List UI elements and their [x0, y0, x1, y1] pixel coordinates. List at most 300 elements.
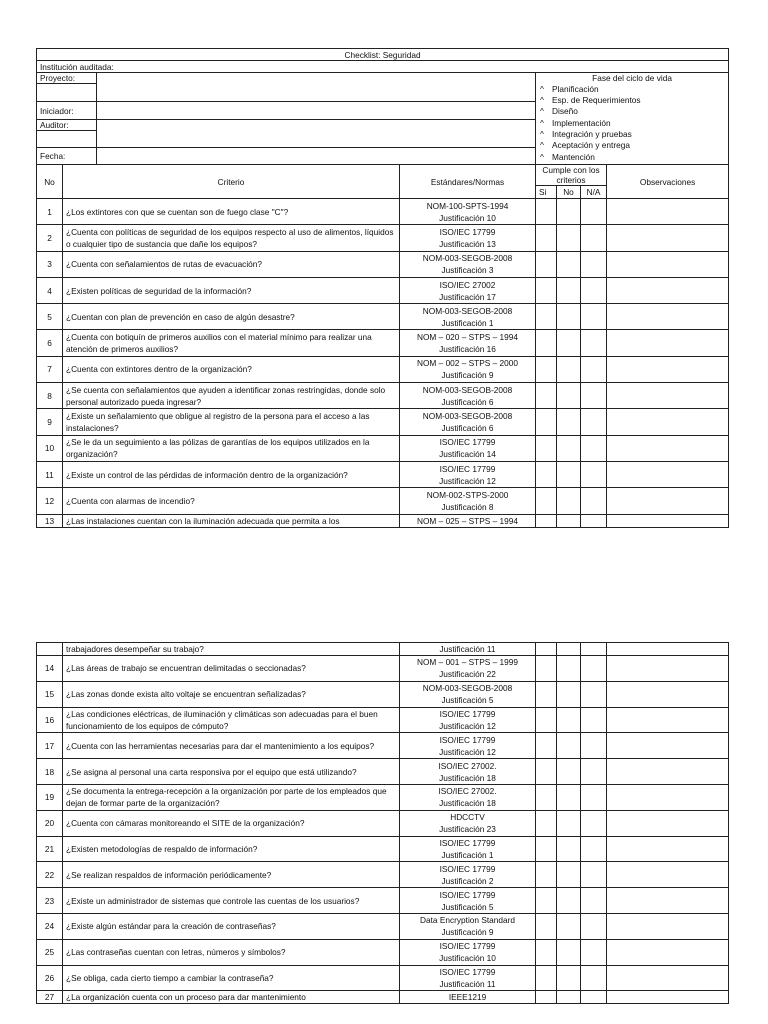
standard-justification: Justificación 23	[439, 824, 496, 835]
standard-justification: Justificación 12	[439, 720, 496, 731]
cell-observaciones	[607, 784, 729, 810]
cell-na	[581, 733, 607, 759]
standard-name: Data Encryption Standard	[419, 915, 515, 926]
row-criterio: ¿Los extintores con que se cuentan son de fuego clase "C"?	[63, 199, 400, 225]
row-standard	[400, 707, 536, 733]
row-criterio: ¿Las instalaciones cuentan con la iluminación adecuada que permita a los	[63, 514, 400, 527]
cell-observaciones	[607, 991, 729, 1004]
row-standard	[400, 862, 536, 888]
row-criterio: ¿Cuenta con señalamientos de rutas de evacuación?	[63, 251, 400, 277]
row-standard	[400, 913, 536, 939]
cell-si	[536, 488, 557, 514]
cell-si	[536, 251, 557, 277]
iniciador-field	[97, 102, 536, 120]
table-row	[37, 888, 729, 914]
header-criterio: Criterio	[63, 165, 400, 199]
standard-justification: Justificación 12	[439, 746, 496, 757]
standard-name: NOM-003-SEGOB-2008	[422, 384, 513, 395]
cell-no	[557, 251, 581, 277]
table-row	[37, 733, 729, 759]
row-number: 11	[37, 461, 63, 487]
standard-name: ISO/IEC 27002.	[438, 760, 497, 771]
cell-si	[536, 991, 557, 1004]
cell-si	[536, 225, 557, 251]
standard-justification: Justificación 9	[441, 927, 494, 938]
row-standard	[400, 356, 536, 382]
row-criterio: ¿Se obliga, cada cierto tiempo a cambiar la contraseña?	[63, 965, 400, 991]
row-standard	[400, 656, 536, 682]
row-standard	[400, 251, 536, 277]
standard-name: ISO/IEC 17799	[439, 966, 496, 977]
cell-si	[536, 836, 557, 862]
cell-observaciones	[607, 488, 729, 514]
proyecto-field	[97, 73, 536, 102]
standard-name: HDCCTV	[450, 812, 485, 823]
standard-justification: Justificación 10	[439, 212, 496, 223]
header-no: No	[37, 165, 63, 199]
cell-na	[581, 409, 607, 435]
cell-observaciones	[607, 913, 729, 939]
table-row	[37, 707, 729, 733]
cell-no	[557, 277, 581, 303]
cell-na	[581, 383, 607, 409]
auditor-field	[97, 120, 536, 148]
row-standard	[400, 225, 536, 251]
cell-no	[557, 656, 581, 682]
cell-observaciones	[607, 330, 729, 356]
row-criterio: ¿Cuenta con las herramientas necesarias para dar el mantenimiento a los equipos?	[63, 733, 400, 759]
cell-na	[581, 862, 607, 888]
standard-name: ISO/IEC 17799	[439, 734, 496, 745]
bullet-icon: ^	[540, 94, 544, 105]
row-criterio: ¿Cuenta con botiquín de primeros auxilios con el material mínimo para realizar una atención de primeros auxilios?	[63, 330, 400, 356]
cell-observaciones	[607, 862, 729, 888]
fase-item: ^ Planificación	[540, 83, 599, 94]
row-number: 14	[37, 656, 63, 682]
cell-observaciones	[607, 733, 729, 759]
auditor-label: Auditor:	[37, 120, 97, 131]
row-number: 12	[37, 488, 63, 514]
row-criterio: ¿Existe algún estándar para la creación de contraseñas?	[63, 913, 400, 939]
row-number: 9	[37, 409, 63, 435]
table-row	[37, 656, 729, 682]
cell-no	[557, 913, 581, 939]
header-cumple: Cumple con los criterios	[536, 165, 607, 186]
row-number: 27	[37, 991, 63, 1004]
row-criterio: ¿Cuenta con alarmas de incendio?	[63, 488, 400, 514]
standard-name: NOM-003-SEGOB-2008	[422, 683, 513, 694]
standard-name: ISO/IEC 27002.	[438, 786, 497, 797]
standard-name: NOM-003-SEGOB-2008	[422, 411, 513, 422]
cell-no	[557, 862, 581, 888]
row-number: 18	[37, 759, 63, 785]
row-criterio: ¿Las áreas de trabajo se encuentran delimitadas o seccionadas?	[63, 656, 400, 682]
standard-justification: Justificación 1	[441, 317, 494, 328]
standard-name: ISO/IEC 17799	[439, 941, 496, 952]
cell-si	[536, 733, 557, 759]
cell-na	[581, 913, 607, 939]
cell-na	[581, 939, 607, 965]
cell-na	[581, 461, 607, 487]
row-standard: NOM – 025 – STPS – 1994	[400, 514, 536, 527]
cell-si	[536, 939, 557, 965]
table-row	[37, 913, 729, 939]
standard-justification: Justificación 13	[439, 238, 496, 249]
header-estandares: Estándares/Normas	[400, 165, 536, 199]
table-row	[37, 810, 729, 836]
table-row	[37, 488, 729, 514]
cell-observaciones	[607, 965, 729, 991]
row-criterio: ¿Se le da un seguimiento a las pólizas de garantías de los equipos utilizados en la organización?	[63, 435, 400, 461]
row-number: 23	[37, 888, 63, 914]
cell-no	[557, 643, 581, 656]
institucion-label: Institución auditada:	[37, 61, 729, 73]
table-row	[37, 784, 729, 810]
row-number: 2	[37, 225, 63, 251]
table-row	[37, 836, 729, 862]
cell-na	[581, 656, 607, 682]
row-criterio: ¿Existen políticas de seguridad de la información?	[63, 277, 400, 303]
row-number: 13	[37, 514, 63, 527]
row-criterio: ¿Cuenta con políticas de seguridad de los equipos respecto al uso de alimentos, líquidos o cualquier tipo de sustancia que dañe los equipos?	[63, 225, 400, 251]
cell-observaciones	[607, 939, 729, 965]
row-number: 1	[37, 199, 63, 225]
table-row	[37, 409, 729, 435]
bullet-icon: ^	[540, 83, 544, 94]
standard-name: NOM-003-SEGOB-2008	[422, 305, 513, 316]
header-observaciones: Observaciones	[607, 165, 729, 199]
cell-na	[581, 784, 607, 810]
bullet-icon: ^	[540, 106, 544, 117]
cell-no	[557, 939, 581, 965]
table-row	[37, 251, 729, 277]
cell-no	[557, 836, 581, 862]
row-number: 3	[37, 251, 63, 277]
table-row	[37, 356, 729, 382]
cell-observaciones	[607, 383, 729, 409]
row-standard	[400, 836, 536, 862]
row-standard	[400, 461, 536, 487]
row-criterio: ¿Cuentan con plan de prevención en caso de algún desastre?	[63, 304, 400, 330]
standard-justification: Justificación 8	[441, 501, 494, 512]
cell-no	[557, 225, 581, 251]
proyecto-label-spacer	[37, 84, 97, 102]
cell-si	[536, 409, 557, 435]
standard-name: ISO/IEC 17799	[439, 837, 496, 848]
cell-na	[581, 304, 607, 330]
row-standard: Justificación 11	[400, 643, 536, 656]
standard-justification: Justificación 6	[441, 396, 494, 407]
table-row	[37, 759, 729, 785]
row-criterio: trabajadores desempeñar su trabajo?	[63, 643, 400, 656]
checklist-page-2	[36, 642, 728, 1004]
row-criterio: ¿Existe un control de las pérdidas de información dentro de la organización?	[63, 461, 400, 487]
cell-observaciones	[607, 759, 729, 785]
cell-observaciones	[607, 681, 729, 707]
row-standard	[400, 304, 536, 330]
cell-si	[536, 810, 557, 836]
cell-si	[536, 461, 557, 487]
row-number	[37, 643, 63, 656]
cell-observaciones	[607, 656, 729, 682]
cell-na	[581, 810, 607, 836]
standard-justification: Justificación 11	[439, 978, 496, 989]
row-standard	[400, 759, 536, 785]
standard-name: NOM – 002 – STPS – 2000	[416, 358, 518, 369]
row-criterio: ¿Las contraseñas cuentan con letras, números y símbolos?	[63, 939, 400, 965]
row-standard	[400, 784, 536, 810]
standard-name: ISO/IEC 17799	[439, 463, 496, 474]
row-criterio: ¿Existen metodologías de respaldo de información?	[63, 836, 400, 862]
cell-si	[536, 888, 557, 914]
checklist-table-1	[36, 48, 729, 528]
row-standard	[400, 488, 536, 514]
cell-no	[557, 810, 581, 836]
row-standard	[400, 965, 536, 991]
cell-na	[581, 277, 607, 303]
cell-si	[536, 330, 557, 356]
cell-no	[557, 199, 581, 225]
fase-item: ^ Implementación	[540, 117, 611, 128]
row-number: 25	[37, 939, 63, 965]
cell-na	[581, 643, 607, 656]
row-number: 24	[37, 913, 63, 939]
row-number: 21	[37, 836, 63, 862]
cell-observaciones	[607, 277, 729, 303]
row-criterio: ¿Se asigna al personal una carta responsiva por el equipo que está utilizando?	[63, 759, 400, 785]
cell-observaciones	[607, 251, 729, 277]
standard-justification: Justificación 18	[439, 798, 496, 809]
standard-name: ISO/IEC 17799	[439, 437, 496, 448]
fecha-label: Fecha:	[37, 148, 97, 165]
fase-item: ^ Diseño	[540, 106, 578, 117]
standard-justification: Justificación 1	[441, 849, 494, 860]
checklist-table-2	[36, 642, 729, 1004]
row-criterio: ¿Cuenta con extintores dentro de la organización?	[63, 356, 400, 382]
row-standard	[400, 435, 536, 461]
cell-si	[536, 435, 557, 461]
standard-justification: Justificación 3	[441, 265, 494, 276]
cell-si	[536, 862, 557, 888]
cell-no	[557, 733, 581, 759]
table-row	[37, 965, 729, 991]
cell-observaciones	[607, 514, 729, 527]
row-standard	[400, 810, 536, 836]
row-standard	[400, 409, 536, 435]
table-row	[37, 225, 729, 251]
standard-name: NOM-002-STPS-2000	[426, 489, 509, 500]
fase-item: ^ Esp. de Requerimientos	[540, 94, 641, 105]
row-criterio: ¿Existe un administrador de sistemas que controle las cuentas de los usuarios?	[63, 888, 400, 914]
cell-no	[557, 514, 581, 527]
standard-name: ISO/IEC 17799	[439, 708, 496, 719]
standard-name: ISO/IEC 17799	[439, 226, 496, 237]
header-no-cumple: No	[557, 186, 581, 199]
standard-justification: Justificación 9	[441, 370, 494, 381]
standard-name: NOM-100-SPTS-1994	[426, 200, 509, 211]
fecha-field	[97, 148, 536, 165]
standard-justification: Justificación 6	[441, 423, 494, 434]
cell-na	[581, 681, 607, 707]
row-number: 20	[37, 810, 63, 836]
cell-observaciones	[607, 836, 729, 862]
row-standard	[400, 199, 536, 225]
standard-justification: Justificación 12	[439, 475, 496, 486]
cell-no	[557, 409, 581, 435]
cell-no	[557, 784, 581, 810]
cell-no	[557, 330, 581, 356]
cell-no	[557, 356, 581, 382]
table-row	[37, 435, 729, 461]
cell-si	[536, 656, 557, 682]
row-number: 16	[37, 707, 63, 733]
row-number: 8	[37, 383, 63, 409]
cell-no	[557, 965, 581, 991]
cell-no	[557, 991, 581, 1004]
table-row	[37, 681, 729, 707]
standard-name: NOM – 020 – STPS – 1994	[416, 332, 518, 343]
cell-no	[557, 435, 581, 461]
row-criterio: ¿Las condiciones eléctricas, de iluminación y climáticas son adecuadas para el buen funcionamiento de los equipos de cómputo?	[63, 707, 400, 733]
cell-na	[581, 199, 607, 225]
row-criterio: ¿Cuenta con cámaras monitoreando el SITE de la organización?	[63, 810, 400, 836]
cell-na	[581, 991, 607, 1004]
cell-si	[536, 356, 557, 382]
bullet-icon: ^	[540, 129, 544, 140]
standard-name: ISO/IEC 27002	[439, 279, 496, 290]
standard-justification: Justificación 22	[439, 669, 496, 680]
bullet-icon: ^	[540, 140, 544, 151]
cell-si	[536, 784, 557, 810]
row-number: 19	[37, 784, 63, 810]
standard-name: ISO/IEC 17799	[439, 863, 496, 874]
row-standard: IEEE1219	[400, 991, 536, 1004]
cell-si	[536, 759, 557, 785]
row-number: 22	[37, 862, 63, 888]
header-si: Si	[536, 186, 557, 199]
row-standard	[400, 939, 536, 965]
cell-no	[557, 488, 581, 514]
standard-justification: Justificación 16	[439, 344, 496, 355]
row-criterio: ¿Las zonas donde exista alto voltaje se encuentran señalizadas?	[63, 681, 400, 707]
row-number: 15	[37, 681, 63, 707]
fase-list	[536, 84, 729, 165]
fase-item: ^ Mantención	[540, 151, 595, 162]
cell-no	[557, 461, 581, 487]
table-row	[37, 862, 729, 888]
cell-no	[557, 304, 581, 330]
cell-si	[536, 643, 557, 656]
cell-no	[557, 759, 581, 785]
cell-observaciones	[607, 199, 729, 225]
standard-justification: Justificación 5	[441, 695, 494, 706]
cell-si	[536, 277, 557, 303]
standard-name: ISO/IEC 17799	[439, 889, 496, 900]
cell-na	[581, 759, 607, 785]
table-row	[37, 383, 729, 409]
cell-na	[581, 225, 607, 251]
cell-si	[536, 304, 557, 330]
auditor-label-spacer	[37, 131, 97, 148]
cell-si	[536, 681, 557, 707]
cell-na	[581, 514, 607, 527]
cell-si	[536, 965, 557, 991]
row-number: 7	[37, 356, 63, 382]
cell-na	[581, 965, 607, 991]
cell-observaciones	[607, 707, 729, 733]
row-criterio: ¿Se cuenta con señalamientos que ayuden a identificar zonas restringidas, donde solo personal autorizado pueda ingresar?	[63, 383, 400, 409]
iniciador-label: Iniciador:	[37, 102, 97, 120]
cell-na	[581, 488, 607, 514]
cell-na	[581, 707, 607, 733]
row-number: 17	[37, 733, 63, 759]
row-criterio: ¿Se documenta la entrega-recepción a la organización por parte de los empleados que dejan de formar parte de la organización?	[63, 784, 400, 810]
cell-observaciones	[607, 409, 729, 435]
row-standard	[400, 888, 536, 914]
row-number: 26	[37, 965, 63, 991]
bullet-icon: ^	[540, 151, 544, 162]
cell-na	[581, 888, 607, 914]
standard-justification: Justificación 2	[441, 875, 494, 886]
cell-na	[581, 251, 607, 277]
cell-observaciones	[607, 225, 729, 251]
row-standard	[400, 681, 536, 707]
cell-no	[557, 681, 581, 707]
row-criterio: ¿Existe un señalamiento que obligue al registro de la persona para el acceso a las instalaciones?	[63, 409, 400, 435]
cell-observaciones	[607, 461, 729, 487]
row-number: 4	[37, 277, 63, 303]
cell-si	[536, 913, 557, 939]
row-standard	[400, 277, 536, 303]
fase-item: ^ Integración y pruebas	[540, 129, 632, 140]
standard-justification: Justificación 10	[439, 953, 496, 964]
cell-na	[581, 435, 607, 461]
row-standard	[400, 330, 536, 356]
header-na: N/A	[581, 186, 607, 199]
table-row	[37, 330, 729, 356]
standard-name: NOM-003-SEGOB-2008	[422, 253, 513, 264]
standard-justification: Justificación 18	[439, 772, 496, 783]
cell-si	[536, 707, 557, 733]
row-number: 10	[37, 435, 63, 461]
cell-no	[557, 383, 581, 409]
standard-justification: Justificación 17	[439, 291, 496, 302]
table-row	[37, 939, 729, 965]
standard-justification: Justificación 5	[441, 901, 494, 912]
cell-observaciones	[607, 435, 729, 461]
cell-observaciones	[607, 356, 729, 382]
row-number: 6	[37, 330, 63, 356]
standard-justification: Justificación 14	[439, 449, 496, 460]
table-row	[37, 461, 729, 487]
proyecto-label: Proyecto:	[37, 73, 97, 84]
cell-na	[581, 356, 607, 382]
bullet-icon: ^	[540, 117, 544, 128]
cell-si	[536, 383, 557, 409]
fase-item: ^ Aceptación y entrega	[540, 140, 630, 151]
cell-observaciones	[607, 810, 729, 836]
cell-na	[581, 836, 607, 862]
table-row	[37, 304, 729, 330]
cell-observaciones	[607, 888, 729, 914]
row-standard	[400, 733, 536, 759]
row-criterio: ¿La organización cuenta con un proceso para dar mantenimiento	[63, 991, 400, 1004]
cell-observaciones	[607, 304, 729, 330]
cell-na	[581, 330, 607, 356]
row-number: 5	[37, 304, 63, 330]
checklist-title: Checklist: Seguridad	[37, 49, 729, 61]
fase-title: Fase del ciclo de vida	[536, 73, 729, 84]
